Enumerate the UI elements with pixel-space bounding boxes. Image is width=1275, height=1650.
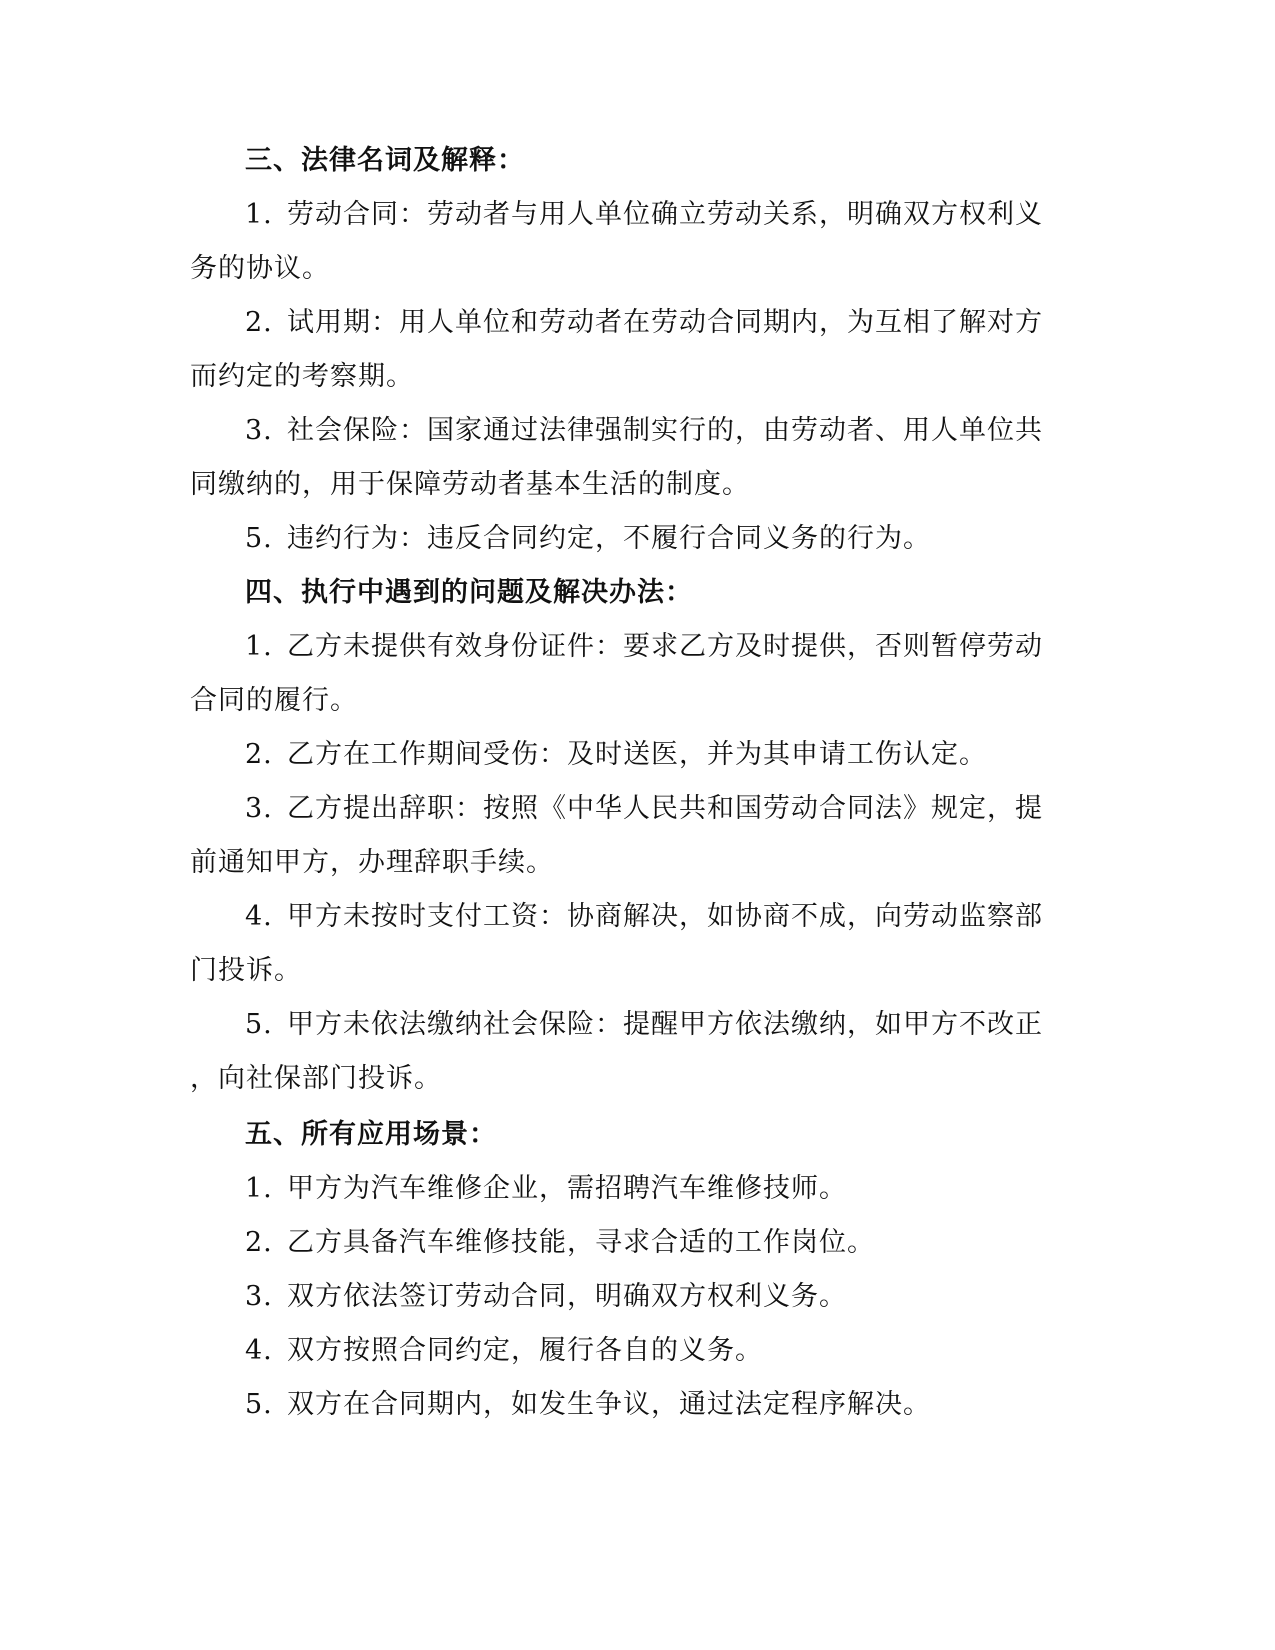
list-item: 1. 乙方未提供有效身份证件：要求乙方及时提供，否则暂停劳动 [245,631,1043,662]
list-item: 2. 试用期：用人单位和劳动者在劳动合同期内，为互相了解对方 [245,307,1043,338]
list-item: 5. 违约行为：违反合同约定，不履行合同义务的行为。 [245,523,931,554]
list-item: 4. 甲方未按时支付工资：协商解决，如协商不成，向劳动监察部 [245,901,1043,932]
list-item-continuation: 门投诉。 [190,955,302,986]
list-item: 5. 甲方未依法缴纳社会保险：提醒甲方依法缴纳，如甲方不改正 [245,1009,1043,1040]
section-heading: 五、所有应用场景： [245,1119,497,1150]
list-item-continuation: 务的协议。 [190,253,330,284]
list-item: 2. 乙方具备汽车维修技能，寻求合适的工作岗位。 [245,1227,875,1258]
list-item-continuation: 同缴纳的，用于保障劳动者基本生活的制度。 [190,469,750,500]
list-item-continuation: 前通知甲方，办理辞职手续。 [190,847,554,878]
section-heading: 四、执行中遇到的问题及解决办法： [245,577,693,608]
list-item: 3. 双方依法签订劳动合同，明确双方权利义务。 [245,1281,847,1312]
list-item: 3. 乙方提出辞职：按照《中华人民共和国劳动合同法》规定，提 [245,793,1043,824]
list-item-continuation: 合同的履行。 [190,685,358,716]
list-item: 1. 劳动合同：劳动者与用人单位确立劳动关系，明确双方权利义 [245,199,1043,230]
section-heading: 三、法律名词及解释： [245,145,525,176]
list-item: 5. 双方在合同期内，如发生争议，通过法定程序解决。 [245,1389,931,1420]
list-item: 2. 乙方在工作期间受伤：及时送医，并为其申请工伤认定。 [245,739,987,770]
list-item-continuation: ，向社保部门投诉。 [190,1063,442,1094]
list-item: 3. 社会保险：国家通过法律强制实行的，由劳动者、用人单位共 [245,415,1043,446]
list-item-continuation: 而约定的考察期。 [190,361,414,392]
list-item: 1. 甲方为汽车维修企业，需招聘汽车维修技师。 [245,1173,847,1204]
list-item: 4. 双方按照合同约定，履行各自的义务。 [245,1335,763,1366]
